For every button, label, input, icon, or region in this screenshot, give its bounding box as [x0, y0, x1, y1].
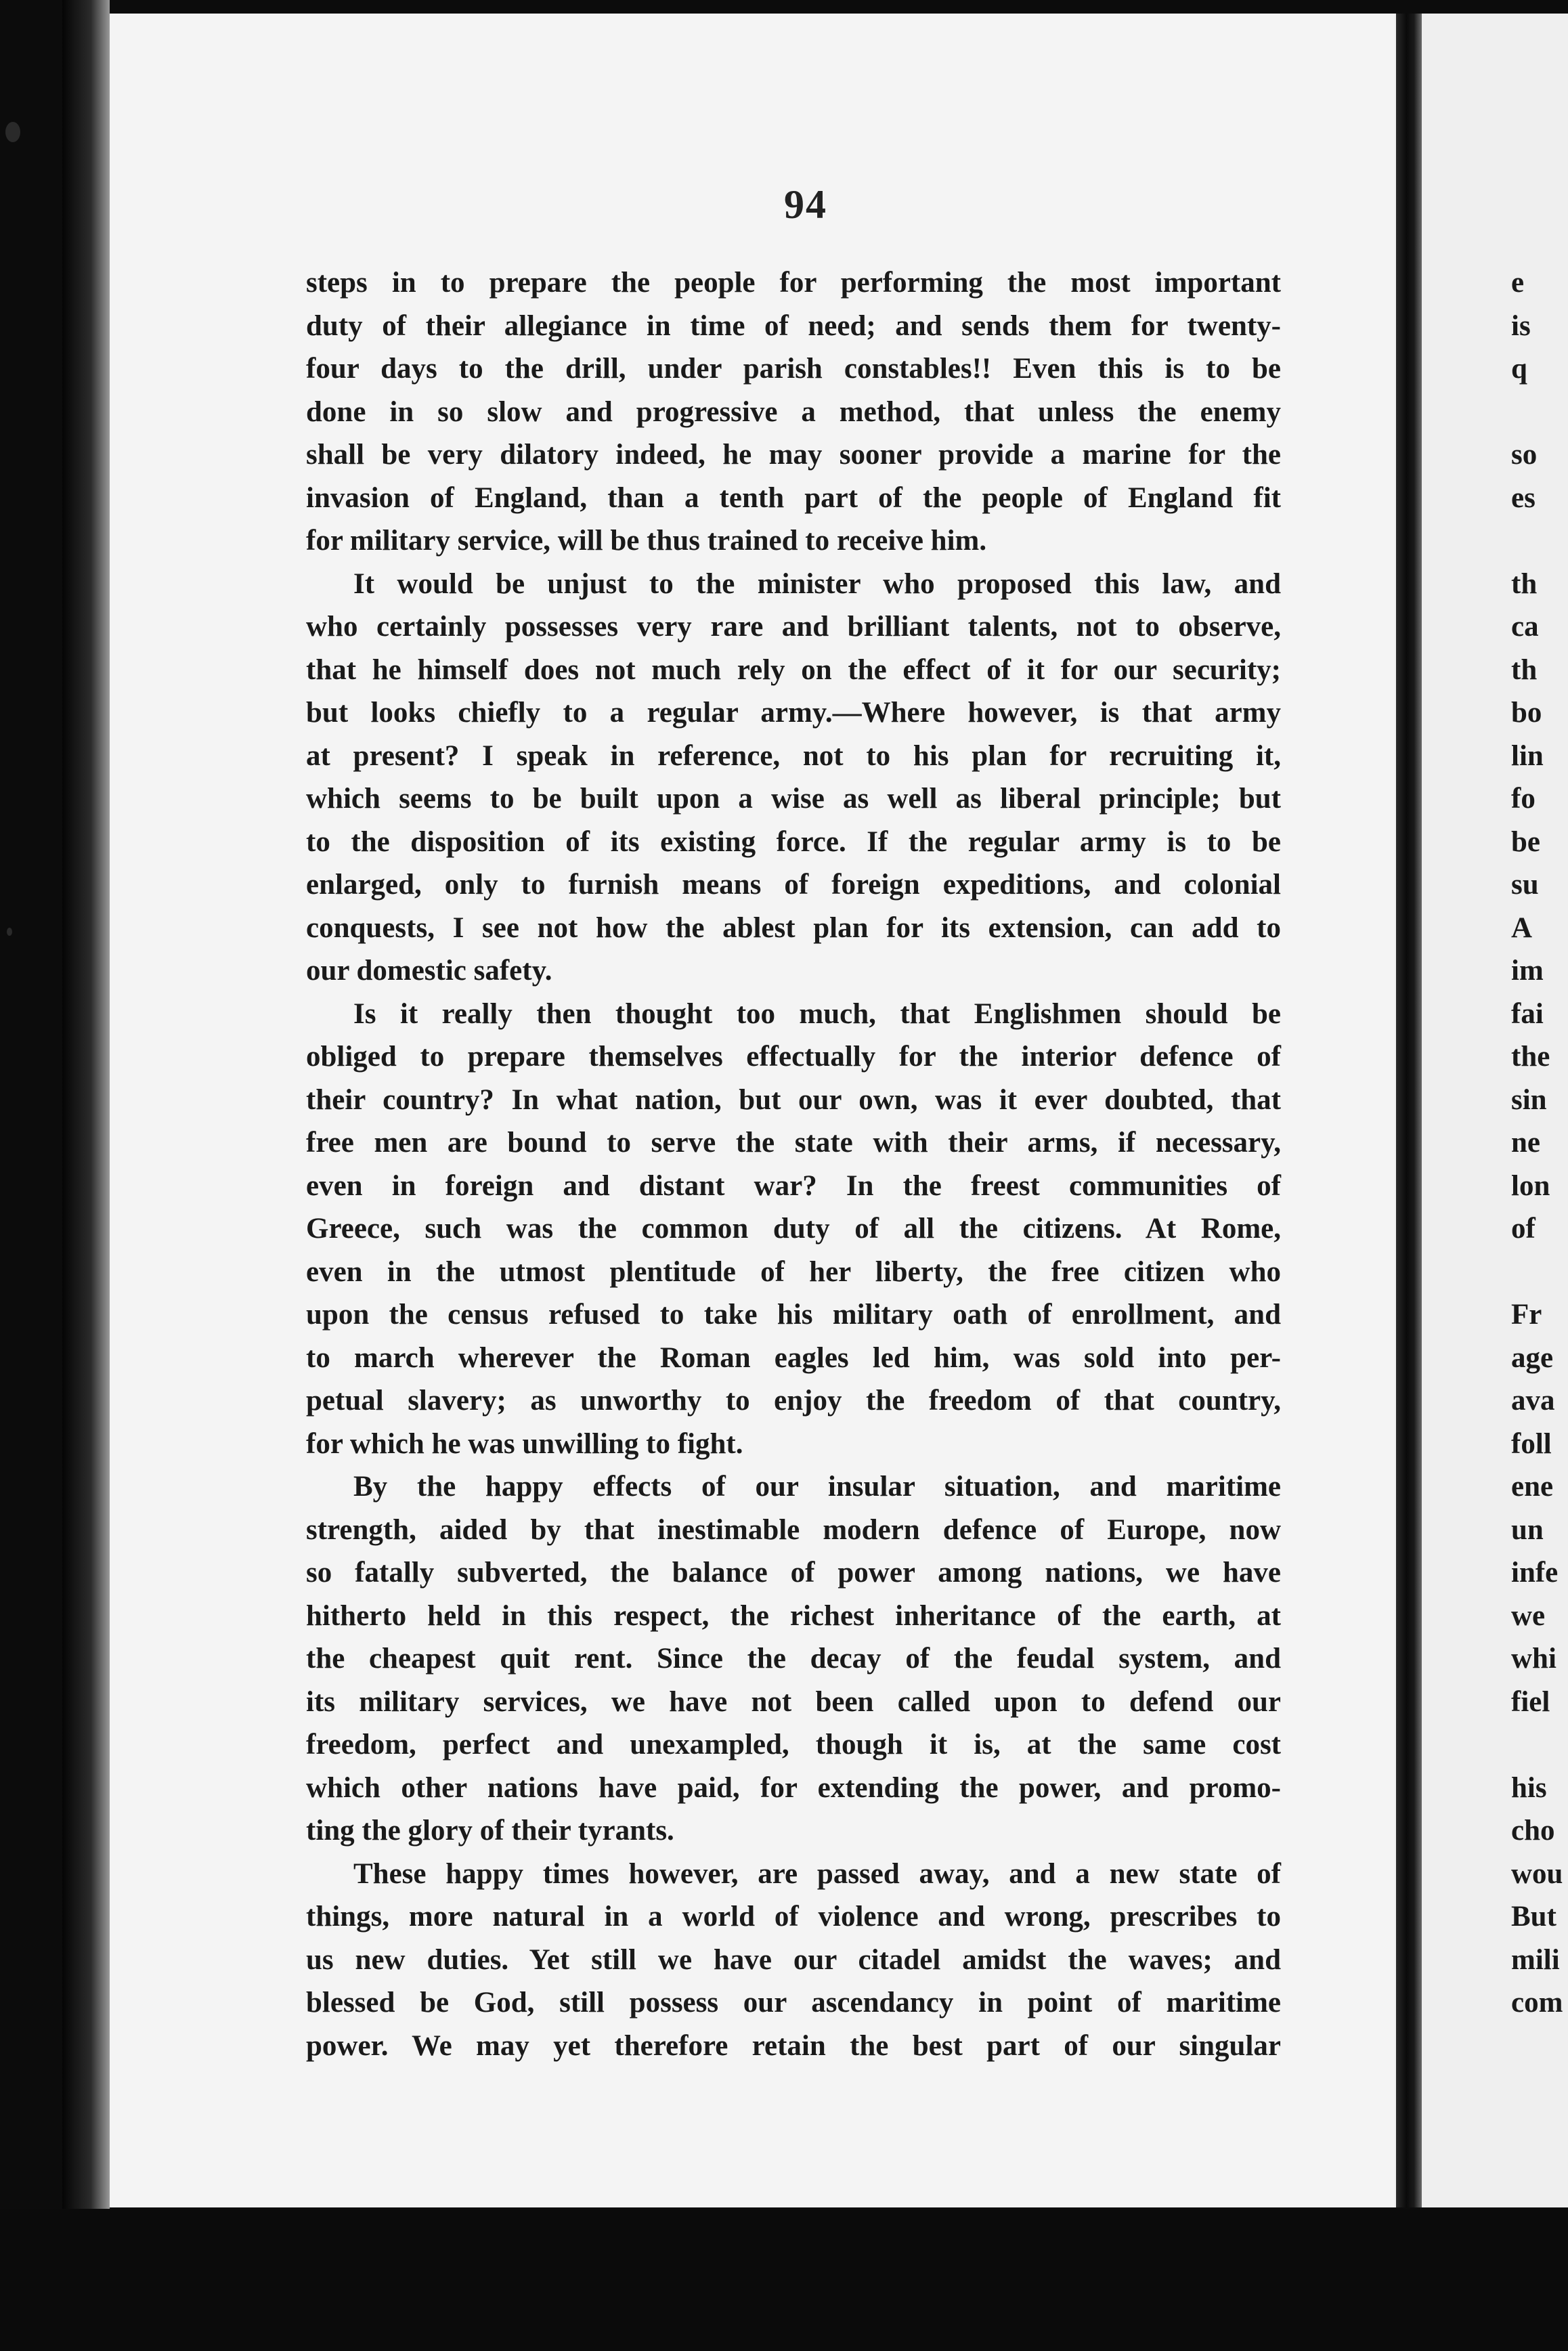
right-page-line-fragment: ca	[1511, 611, 1539, 643]
text-line: even in the utmost plentitude of her liberty, the free citizen who	[306, 1255, 1281, 1288]
text-line: enlarged, only to furnish means of foreign expeditions, and colonial	[306, 869, 1281, 901]
right-page-line-fragment: mili	[1511, 1943, 1560, 1976]
right-page-line-fragment: lon	[1511, 1169, 1550, 1202]
right-page-line-fragment	[1511, 519, 1568, 563]
text-line: obliged to prepare themselves effectually for the interior defence of	[306, 1041, 1281, 1073]
right-page-line-fragment: ene	[1511, 1471, 1554, 1503]
text-line: for military service, will be thus trained to receive him.	[306, 525, 987, 557]
text-line: done in so slow and progressive a method, that unless the enemy	[306, 395, 1281, 428]
scan-blemish	[5, 122, 20, 142]
right-page-line-fragment: im	[1511, 955, 1544, 987]
text-line: Is it really then thought too much, that Englishmen should be	[353, 997, 1281, 1030]
right-page-line-fragment: fiel	[1511, 1685, 1550, 1718]
bottom-dark-band	[0, 2209, 1568, 2351]
right-page-line-fragment: lin	[1511, 739, 1544, 772]
right-page-line-fragment: fai	[1511, 997, 1544, 1030]
text-line: even in foreign and distant war? In the freest communities of	[306, 1169, 1281, 1202]
right-page-line-fragment: su	[1511, 869, 1539, 901]
text-line: Greece, such was the common duty of all the citizens. At Rome,	[306, 1213, 1281, 1245]
text-line: us new duties. Yet still we have our citadel amidst the waves; and	[306, 1943, 1281, 1976]
text-line: duty of their allegiance in time of need; and sends them for twenty-	[306, 309, 1281, 342]
page-number: 94	[784, 182, 827, 227]
text-line: upon the census refused to take his military oath of enrollment, and	[306, 1299, 1281, 1331]
text-line: four days to the drill, under parish constables!! Even this is to be	[306, 353, 1281, 385]
text-line: which other nations have paid, for extending the power, and promo-	[306, 1771, 1281, 1804]
right-page-line-fragment: e	[1511, 267, 1525, 299]
right-page-line-fragment: es	[1511, 481, 1536, 514]
text-line: shall be very dilatory indeed, he may sooner provide a marine for the	[306, 439, 1281, 471]
right-page-line-fragment	[1511, 1251, 1568, 1294]
text-line: conquests, I see not how the ablest plan for its extension, can add to	[306, 911, 1281, 944]
text-line: their country? In what nation, but our own, was it ever doubted, that	[306, 1083, 1281, 1116]
right-page-line-fragment: whi	[1511, 1643, 1556, 1675]
right-page-line-fragment: foll	[1511, 1427, 1552, 1460]
text-line: but looks chiefly to a regular army.—Where however, is that army	[306, 697, 1281, 729]
text-line: the cheapest quit rent. Since the decay of the feudal system, and	[306, 1643, 1281, 1675]
right-page-line-fragment: th	[1511, 653, 1538, 686]
right-page-line-fragment: ava	[1511, 1385, 1555, 1417]
right-page-line-fragment: un	[1511, 1513, 1544, 1546]
right-page-line-fragment: cho	[1511, 1815, 1555, 1847]
text-line: freedom, perfect and unexampled, though it is, at the same cost	[306, 1729, 1281, 1761]
text-line: for which he was unwilling to fight.	[306, 1427, 743, 1460]
text-line: which seems to be built upon a wise as well as liberal principle; but	[306, 783, 1281, 815]
gutter-shadow	[1396, 14, 1422, 2207]
right-page-line-fragment: A	[1511, 911, 1533, 944]
body-text	[306, 261, 1281, 2067]
right-page-line-fragment: is	[1511, 309, 1531, 342]
text-line: It would be unjust to the minister who proposed this law, and	[353, 567, 1281, 600]
text-line: ting the glory of their tyrants.	[306, 1815, 674, 1847]
right-page-line-fragment: fo	[1511, 783, 1536, 815]
right-page-line-fragment: age	[1511, 1341, 1554, 1374]
text-line: blessed be God, still possess our ascendancy in point of maritime	[306, 1987, 1281, 2019]
text-line: at present? I speak in reference, not to his plan for recruiting it,	[306, 739, 1281, 772]
right-page-line-fragment: com	[1511, 1987, 1563, 2019]
text-line: its military services, we have not been called upon to defend our	[306, 1685, 1281, 1718]
text-line: that he himself does not much rely on the effect of it for our security;	[306, 653, 1281, 686]
text-line: our domestic safety.	[306, 955, 552, 987]
right-page-line-fragment: we	[1511, 1599, 1546, 1632]
text-line: to march wherever the Roman eagles led him, was sold into per-	[306, 1341, 1281, 1374]
right-page-line-fragment: th	[1511, 567, 1538, 600]
binding-edge	[62, 0, 110, 2351]
text-line: strength, aided by that inestimable modern defence of Europe, now	[306, 1513, 1281, 1546]
text-line: things, more natural in a world of violence and wrong, prescribes to	[306, 1901, 1281, 1933]
right-page-line-fragment: wou	[1511, 1857, 1563, 1890]
right-page-line-fragment: But	[1511, 1901, 1556, 1933]
right-page-line-fragment: ne	[1511, 1127, 1540, 1159]
text-line: to the disposition of its existing force. If the regular army is to be	[306, 825, 1281, 858]
text-line: who certainly possesses very rare and brilliant talents, not to observe,	[306, 611, 1281, 643]
right-page-line-fragment: the	[1511, 1041, 1550, 1073]
right-page-line-fragment: sin	[1511, 1083, 1547, 1116]
text-line: so fatally subverted, the balance of power among nations, we have	[306, 1557, 1281, 1589]
right-page-line-fragment: Fr	[1511, 1299, 1542, 1331]
right-page-line-fragment: infe	[1511, 1557, 1559, 1589]
text-line: By the happy effects of our insular situation, and maritime	[353, 1471, 1281, 1503]
text-line: free men are bound to serve the state with their arms, if necessary,	[306, 1127, 1281, 1159]
text-line: invasion of England, than a tenth part of the people of England fit	[306, 481, 1281, 514]
scan-blemish	[7, 928, 12, 936]
right-page-line-fragment: his	[1511, 1771, 1547, 1804]
right-page-line-fragment	[1511, 1723, 1568, 1767]
right-page-line-fragment: q	[1511, 353, 1527, 385]
text-line: These happy times however, are passed away, and a new state of	[353, 1857, 1281, 1890]
text-line: power. We may yet therefore retain the best part of our singular	[306, 2029, 1281, 2062]
text-line: steps in to prepare the people for performing the most important	[306, 267, 1281, 299]
right-page-line-fragment	[1511, 391, 1568, 434]
right-page-line-fragment: so	[1511, 439, 1538, 471]
right-page-fragments	[1511, 261, 1568, 2025]
text-line: hitherto held in this respect, the richest inheritance of the earth, at	[306, 1599, 1281, 1632]
right-page-line-fragment: be	[1511, 825, 1540, 858]
right-page-line-fragment: bo	[1511, 697, 1542, 729]
text-line: petual slavery; as unworthy to enjoy the freedom of that country,	[306, 1385, 1281, 1417]
right-page-line-fragment: of	[1511, 1213, 1536, 1245]
